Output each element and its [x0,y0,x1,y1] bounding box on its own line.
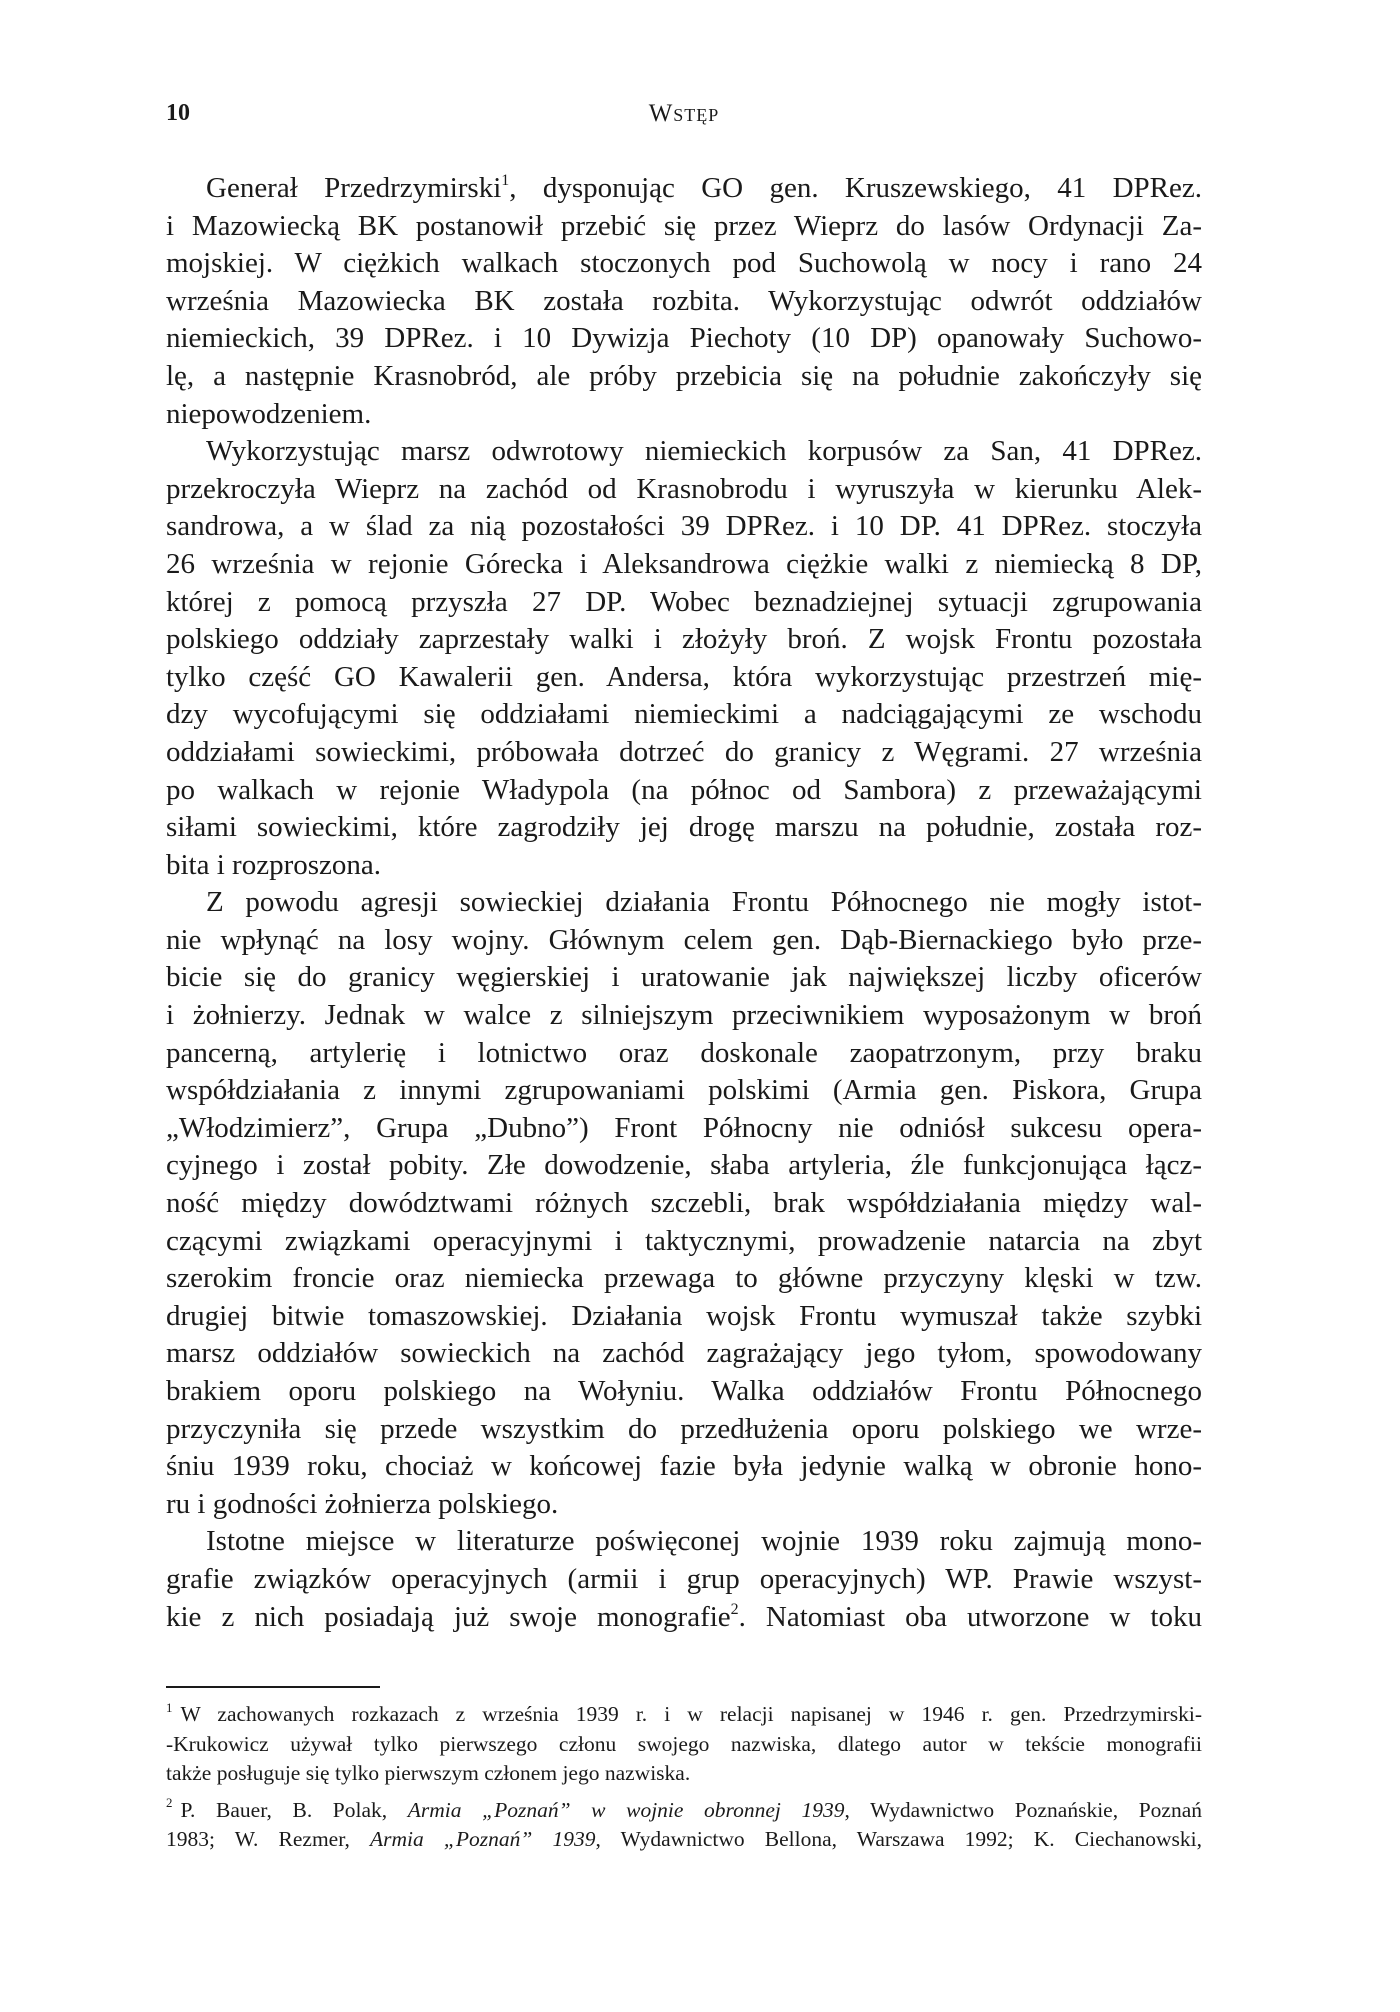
text-span: 1983; W. Rezmer, [166,1827,371,1851]
footnotes [166,1700,1202,1862]
text-line: tylko część GO Kawalerii gen. Andersa, która wykorzystując przestrzeń mię- [166,660,1202,693]
text-line: przekroczyła Wieprz na zachód od Krasnobrodu i wyruszyła w kierunku Alek- [166,472,1202,505]
text-line: ru i godności żołnierza polskiego. [166,1487,559,1520]
text-line [166,1599,1202,1637]
text-span: , Wydawnictwo Poznańskie, Poznań [844,1797,1202,1822]
text-line: marsz oddziałów sowieckich na zachód zagrażający jego tyłom, spowodowany [166,1337,1202,1370]
footnote [166,1700,1202,1789]
text-line: sandrowa, a w ślad za nią pozostałości 39 DPRez. i 10 DP. 41 DPRez. stoczyła [166,510,1202,543]
text-line: września Mazowiecka BK została rozbita. Wykorzystując odwrót oddziałów [166,284,1202,317]
text-line: i żołnierzy. Jednak w walce z silniejszym przeciwnikiem wyposażonym w broń [166,999,1202,1032]
text-line: po walkach w rejonie Władypola (na północ od Sambora) z przeważającymi [166,773,1202,806]
text-line: Z powodu agresji sowieckiej działania Frontu Północnego nie mogły istot- [206,886,1202,919]
text-span: kie z nich posiadają już swoje monografie [166,1600,731,1633]
text-line: siłami sowieckimi, które zagrodziły jej drogę marszu na południe, została roz- [166,811,1202,844]
footnote-ref[interactable]: 1 [501,172,510,190]
text-line: niepowodzeniem. [166,397,372,430]
text-line: bita i rozproszona. [166,848,382,881]
running-head [166,100,1202,132]
text-line: Wykorzystując marsz odwrotowy niemieckich korpusów za San, 41 DPRez. [206,435,1202,468]
text-line [166,1825,1202,1855]
footnote-marker: 2 [166,1796,173,1811]
text-span: , Wydawnictwo Bellona, Warszawa 1992; K. Ciechanowski, [595,1827,1202,1851]
text-line [166,1700,1202,1730]
paragraph [166,170,1202,433]
text-span: , dysponując GO gen. Kruszewskiego, 41 DPRez. [509,172,1202,204]
paragraph [166,884,1202,1523]
text-line: -Krukowicz używał tylko pierwszego członu swojego nazwiska, dlatego autor w tekście monografii [166,1731,1202,1756]
text-line: brakiem oporu polskiego na Wołyniu. Walka oddziałów Frontu Północnego [166,1375,1202,1407]
footnote-separator [166,1686,380,1688]
body-text [166,170,1202,1636]
text-line: śniu 1939 roku, chociaż w końcowej fazie była jedynie walką w obronie hono- [166,1450,1202,1483]
text-line: niemieckich, 39 DPRez. i 10 Dywizja Piechoty (10 DP) opanowały Suchowo- [166,322,1202,355]
book-title: Armia „Poznań” w wojnie obronnej 1939 [407,1797,845,1822]
text-line: także posługuje się tylko pierwszym członem jego nazwiska. [166,1761,691,1785]
footnote [166,1796,1202,1855]
text-line: pancerną, artylerię i lotnictwo oraz doskonale zaopatrzonym, przy braku [166,1036,1202,1069]
text-line: której z pomocą przyszła 27 DP. Wobec beznadziejnej sytuacji zgrupowania [166,585,1202,618]
text-line [166,170,1202,208]
text-line: czącymi związkami operacyjnymi i taktycznymi, prowadzenie natarcia na zbyt [166,1224,1202,1257]
text-line: szerokim froncie oraz niemiecka przewaga to główne przyczyny klęski w tzw. [166,1262,1202,1295]
text-span: W zachowanych rozkazach z września 1939 r. i w relacji napisanej w 1946 r. gen. Przedrzymirski- [180,1702,1202,1726]
text-line: grafie związków operacyjnych (armii i grup operacyjnych) WP. Prawie wszyst- [166,1562,1202,1595]
text-line: lę, a następnie Krasnobród, ale próby przebicia się na południe zakończyły się [166,359,1202,392]
text-line: cyjnego i został pobity. Złe dowodzenie, słaba artyleria, źle funkcjonująca łącz- [166,1149,1202,1182]
footnote-marker: 1 [166,1700,173,1715]
text-line: 26 września w rejonie Górecka i Aleksandrowa ciężkie walki z niemiecką 8 DP, [166,547,1202,580]
page-number: 10 [166,100,190,126]
book-title: Armia „Poznań” 1939 [370,1827,596,1851]
text-line: współdziałania z innymi zgrupowaniami polskimi (Armia gen. Piskora, Grupa [166,1074,1202,1107]
text-line [166,1796,1202,1826]
paragraph [166,1523,1202,1636]
text-line: Istotne miejsce w literaturze poświęconej wojnie 1939 roku zajmują mono- [206,1525,1202,1558]
running-title: Wstęp [648,100,720,127]
text-line: drugiej bitwie tomaszowskiej. Działania wojsk Frontu wymuszał także szybki [166,1299,1202,1332]
text-line: ność między dowództwami różnych szczebli, brak współdziałania między wal- [166,1187,1202,1220]
text-line: bicie się do granicy węgierskiej i uratowanie jak największej liczby oficerów [166,961,1202,994]
text-span: . Natomiast oba utworzone w toku [738,1600,1202,1633]
text-line: polskiego oddziały zaprzestały walki i złożyły broń. Z wojsk Frontu pozostała [166,623,1202,656]
text-span: Generał Przedrzymirski [206,172,502,204]
paragraph [166,433,1202,884]
text-line: i Mazowiecką BK postanowił przebić się przez Wieprz do lasów Ordynacji Za- [166,209,1202,242]
text-span: P. Bauer, B. Polak, [180,1797,408,1822]
text-line: nie wpłynąć na losy wojny. Głównym celem gen. Dąb-Biernackiego było prze- [166,923,1202,956]
text-line: dzy wycofującymi się oddziałami niemieckimi a nadciągającymi ze wschodu [166,698,1202,731]
footnote-ref[interactable]: 2 [730,1600,739,1618]
text-line: oddziałami sowieckimi, próbowała dotrzeć do granicy z Węgrami. 27 września [166,735,1202,768]
text-line: mojskiej. W ciężkich walkach stoczonych pod Suchowolą w nocy i rano 24 [166,247,1202,280]
text-line: „Włodzimierz”, Grupa „Dubno”) Front Północny nie odniósł sukcesu opera- [166,1111,1202,1144]
text-line: przyczyniła się przede wszystkim do przedłużenia oporu polskiego we wrze- [166,1412,1202,1445]
